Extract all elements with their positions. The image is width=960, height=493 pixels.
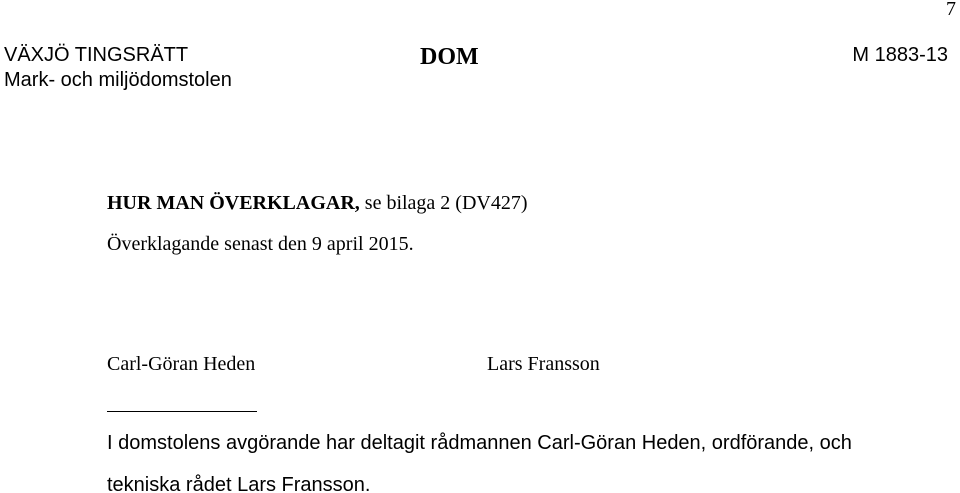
appeal-reference: se bilaga 2 (DV427) bbox=[359, 192, 528, 214]
appeal-instruction bbox=[107, 190, 528, 216]
page-number: 7 bbox=[946, 0, 956, 20]
footnote-text-line-1: I domstolens avgörande har deltagit rådmannen Carl-Göran Heden, ordförande, och bbox=[107, 432, 852, 454]
appeal-deadline: Överklagande senast den 9 april 2015. bbox=[107, 233, 414, 255]
appeal-heading: HUR MAN ÖVERKLAGAR, bbox=[107, 192, 360, 214]
footnote-divider bbox=[107, 411, 257, 412]
court-division: Mark- och miljödomstolen bbox=[4, 69, 232, 91]
signature-presiding-judge: Carl-Göran Heden bbox=[107, 353, 256, 375]
court-name: VÄXJÖ TINGSRÄTT bbox=[4, 44, 189, 66]
case-number: M 1883-13 bbox=[852, 44, 948, 66]
document-type: DOM bbox=[420, 44, 479, 70]
signature-technical-councillor: Lars Fransson bbox=[487, 353, 600, 375]
footnote-text-line-2: tekniska rådet Lars Fransson. bbox=[107, 474, 371, 493]
